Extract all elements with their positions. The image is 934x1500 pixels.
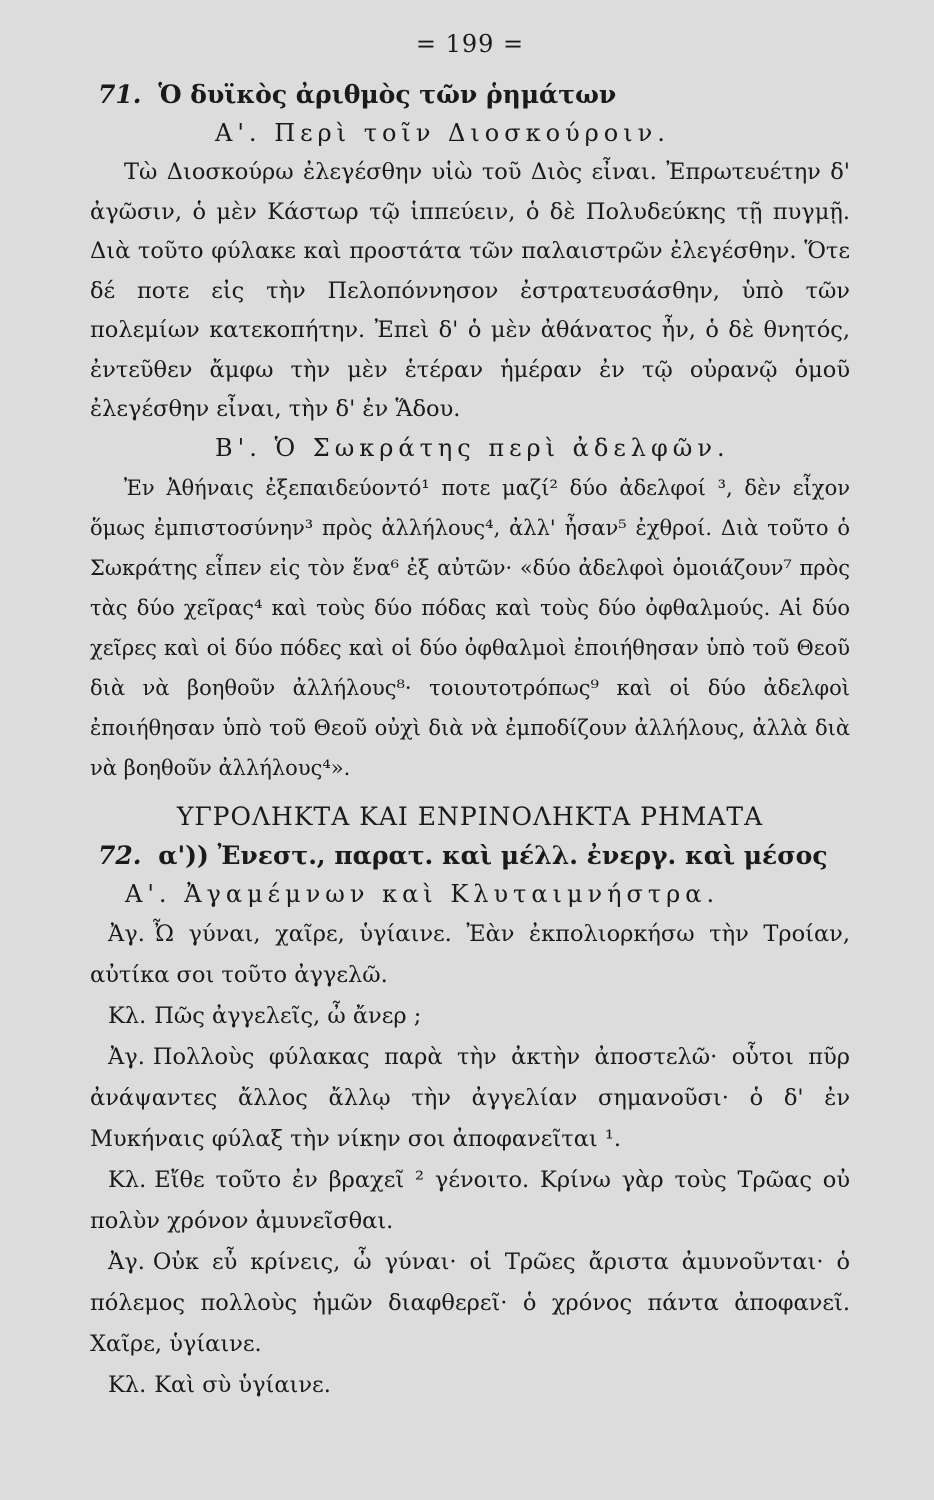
speaker: Κλ. bbox=[108, 1371, 147, 1398]
page-number: = 199 = bbox=[415, 30, 525, 58]
dialog-line bbox=[90, 1037, 850, 1160]
section-72-title: α')) Ἐνεστ., παρατ. καὶ μέλλ. ἐνεργ. καὶ μέσος bbox=[158, 840, 828, 870]
speaker: Ἀγ. bbox=[108, 1248, 145, 1275]
chapter-title: ΥΓΡΟΛΗΚΤΑ ΚΑΙ ΕΝΡΙΝΟΛΗΚΤΑ ΡΗΜΑΤΑ bbox=[176, 801, 764, 831]
section-72-part-a-heading: Α'. Ἀγαμέμνων καὶ Κλυταιμνήστρα. bbox=[125, 879, 720, 908]
dialog bbox=[90, 914, 850, 1406]
section-71-part-b-text: Ἐν Ἀθήναις ἐξεπαιδεύοντό¹ ποτε μαζί² δύο ἀδελφοί ³, δὲν εἶχον ὅμως ἐμπιστοσύνην³ πρὸς ἀλλήλους⁴, ἀλλ' ἦσαν⁵ ἐχθροί. Διὰ τοῦτο ὁ Σωκράτης εἶπεν εἰς τὸν ἕνα⁶ ἐξ αὐτῶν· «δύο ἀδελφοὶ ὁμοιάζουν⁷ πρὸς τὰς δύο χεῖρας⁴ καὶ τοὺς δύο πόδας καὶ τοὺς δύο ὀφθαλμούς. Αἱ δύο χεῖρες καὶ οἱ δύο πόδες καὶ οἱ δύο ὀφθαλμοὶ ἐποιήθησαν ὑπὸ τοῦ Θεοῦ διὰ νὰ βοηθοῦν ἀλλήλους⁸· τοιουτοτρόπως⁹ καὶ οἱ δύο ἀδελφοὶ ἐποιήθησαν ὑπὸ τοῦ Θεοῦ οὐχὶ διὰ νὰ ἐμποδίζουν ἀλλήλους, ἀλλὰ διὰ νὰ βοηθοῦν ἀλλήλους⁴». bbox=[90, 475, 850, 780]
section-71-part-a-heading: Α'. Περὶ τοῖν Διοσκούροιν. bbox=[215, 119, 670, 147]
section-71-number: 71. bbox=[98, 80, 142, 109]
dialog-text: Καὶ σὺ ὑγίαινε. bbox=[154, 1371, 331, 1398]
section-71-heading bbox=[98, 80, 850, 109]
dialog-line bbox=[90, 1160, 850, 1242]
speaker: Κλ. bbox=[108, 1002, 147, 1029]
dialog-line bbox=[90, 914, 850, 996]
dialog-text: Πολλοὺς φύλακας παρὰ τὴν ἀκτὴν ἀποστελῶ· οὗτοι πῦρ ἀνάψαντες ἄλλος ἄλλῳ τὴν ἀγγελίαν σημανοῦσι· ὁ δ' ἐν Μυκήναις φύλαξ τὴν νίκην σοι ἀποφανεῖται ¹. bbox=[90, 1043, 850, 1152]
dialog-text: Οὐκ εὖ κρίνεις, ὦ γύναι· οἱ Τρῶες ἄριστα ἀμυνοῦνται· ὁ πόλεμος πολλοὺς ἡμῶν διαφθερεῖ· ὁ χρόνος πάντα ἀποφανεῖ. Χαῖρε, ὑγίαινε. bbox=[90, 1248, 850, 1357]
dialog-text: Εἴθε τοῦτο ἐν βραχεῖ ² γένοιτο. Κρίνω γὰρ τοὺς Τρῶας οὐ πολὺν χρόνον ἀμυνεῖσθαι. bbox=[90, 1166, 850, 1234]
dialog-line bbox=[90, 1242, 850, 1365]
section-71-part-a-text: Τὼ Διοσκούρω ἐλεγέσθην υἱὼ τοῦ Διὸς εἶναι. Ἐπρωτευέτην δ' ἀγῶσιν, ὁ μὲν Κάστωρ τῷ ἱππεύειν, ὁ δὲ Πολυδεύκης τῇ πυγμῇ. Διὰ τοῦτο φύλακε καὶ προστάτα τῶν παλαιστρῶν ἐλεγέσθην. Ὅτε δέ ποτε εἰς τὴν Πελοπόννησον ἐστρατευσάσθην, ὑπὸ τῶν πολεμίων κατεκοπήτην. Ἐπεὶ δ' ὁ μὲν ἀθάνατος ἦν, ὁ δὲ θνητός, ἐντεῦθεν ἄμφω τὴν μὲν ἑτέραν ἡμέραν ἐν τῷ οὐρανῷ ὁμοῦ ἐλεγέσθην εἶναι, τὴν δ' ἐν Ἅδου. bbox=[90, 159, 850, 422]
dialog-line bbox=[90, 1365, 850, 1406]
speaker: Ἀγ. bbox=[108, 920, 145, 947]
dialog-text: Ὦ γύναι, χαῖρε, ὑγίαινε. Ἐὰν ἐκπολιορκήσω τὴν Τροίαν, αὐτίκα σοι τοῦτο ἀγγελῶ. bbox=[90, 920, 850, 988]
dialog-line bbox=[90, 996, 850, 1037]
section-72-number: 72. bbox=[98, 840, 142, 870]
section-72-heading bbox=[98, 841, 850, 870]
section-71-title: Ὁ δυϊκὸς ἀριθμὸς τῶν ῥημάτων bbox=[158, 80, 617, 109]
section-71-part-b-heading: Β'. Ὁ Σωκράτης περὶ ἀδελφῶν. bbox=[215, 433, 730, 462]
speaker: Ἀγ. bbox=[108, 1043, 145, 1070]
speaker: Κλ. bbox=[108, 1166, 147, 1193]
page-content bbox=[90, 30, 850, 1406]
dialog-text: Πῶς ἀγγελεῖς, ὦ ἄνερ ; bbox=[154, 1002, 422, 1029]
